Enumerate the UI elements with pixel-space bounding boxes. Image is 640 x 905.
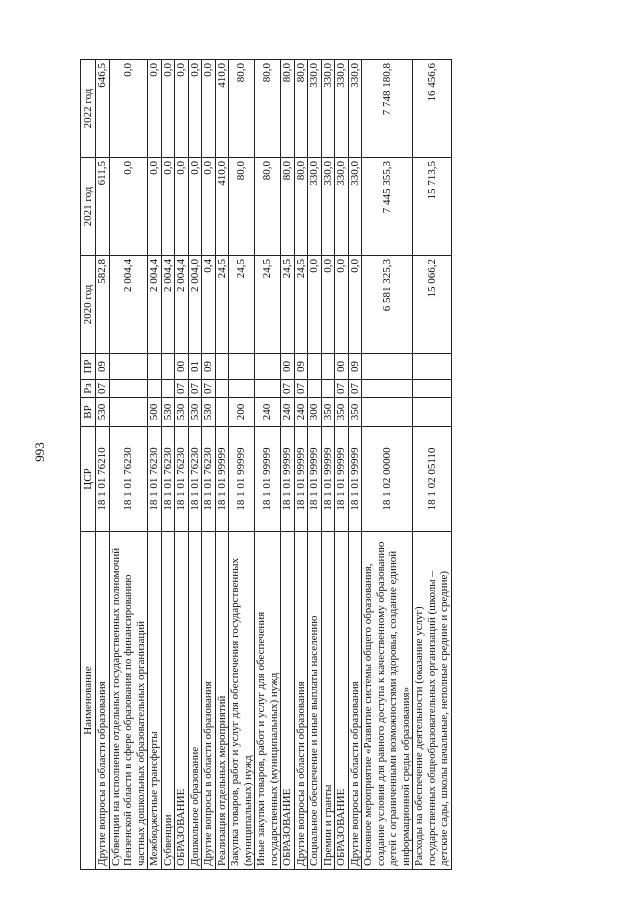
cell-name: ОБРАЗОВАНИЕ	[335, 532, 349, 870]
cell-csr: 18 1 01 99999	[215, 427, 229, 532]
cell-name: Дошкольное образование	[188, 532, 202, 870]
cell-2020: 24,5	[294, 256, 308, 354]
cell-csr: 18 1 01 99999	[348, 427, 362, 532]
cell-name: Закупка товаров, работ и услуг для обеспечения государственных (муниципальных) нужд	[229, 532, 255, 870]
cell-name: Субвенции на исполнение отдельных государственных полномочий Пензенской области в сфере образования по финансированию частных дошкольных образовательных организаций	[109, 532, 148, 870]
cell-2021: 0,0	[188, 158, 202, 256]
cell-2021: 330,0	[308, 158, 322, 256]
cell-pr: 09	[96, 354, 110, 380]
cell-rz	[308, 380, 322, 398]
table-row	[308, 60, 322, 870]
budget-table	[80, 59, 452, 870]
cell-rz: 07	[175, 380, 189, 398]
cell-2022: 80,0	[281, 60, 295, 158]
cell-rz: 07	[281, 380, 295, 398]
cell-2022: 0,0	[148, 60, 162, 158]
table-row	[294, 60, 308, 870]
cell-2020: 2 004,0	[188, 256, 202, 354]
cell-csr: 18 1 01 76230	[202, 427, 216, 532]
cell-pr	[109, 354, 148, 380]
table-row	[215, 60, 229, 870]
cell-2021: 7 445 355,3	[362, 158, 413, 256]
cell-2021: 80,0	[255, 158, 281, 256]
cell-name: Другие вопросы в области образования	[348, 532, 362, 870]
cell-pr: 00	[175, 354, 189, 380]
cell-vr: 200	[229, 398, 255, 427]
cell-csr: 18 1 01 99999	[294, 427, 308, 532]
cell-2021: 0,0	[148, 158, 162, 256]
cell-2021: 0,0	[175, 158, 189, 256]
cell-2020: 2 004,4	[161, 256, 175, 354]
table-row	[202, 60, 216, 870]
cell-2022: 330,0	[335, 60, 349, 158]
table-row	[348, 60, 362, 870]
cell-pr: 09	[348, 354, 362, 380]
cell-name: Социальное обеспечение и иные выплаты населению	[308, 532, 322, 870]
cell-csr: 18 1 01 76230	[109, 427, 148, 532]
cell-name: Субвенции	[161, 532, 175, 870]
table-row	[413, 60, 452, 870]
cell-2020: 15 066,2	[413, 256, 452, 354]
cell-name: Межбюджетные трансферты	[148, 532, 162, 870]
cell-2022: 0,0	[188, 60, 202, 158]
cell-2022: 80,0	[255, 60, 281, 158]
cell-2021: 80,0	[229, 158, 255, 256]
table-row	[175, 60, 189, 870]
cell-2022: 0,0	[175, 60, 189, 158]
cell-2022: 410,0	[215, 60, 229, 158]
cell-csr: 18 1 01 99999	[335, 427, 349, 532]
cell-vr: 530	[96, 398, 110, 427]
cell-csr: 18 1 01 99999	[308, 427, 322, 532]
cell-vr: 530	[202, 398, 216, 427]
cell-2020: 24,5	[229, 256, 255, 354]
table-body	[96, 60, 452, 870]
header-vr: ВР	[81, 398, 96, 427]
cell-pr	[215, 354, 229, 380]
cell-2021: 330,0	[348, 158, 362, 256]
table-row	[188, 60, 202, 870]
cell-csr: 18 1 01 99999	[281, 427, 295, 532]
cell-vr: 240	[281, 398, 295, 427]
table-row	[229, 60, 255, 870]
cell-pr: 00	[335, 354, 349, 380]
cell-csr: 18 1 01 76210	[96, 427, 110, 532]
cell-name: Другие вопросы в области образования	[294, 532, 308, 870]
cell-2020: 0,0	[308, 256, 322, 354]
cell-2022: 330,0	[348, 60, 362, 158]
table-row	[281, 60, 295, 870]
header-rz: Рз	[81, 380, 96, 398]
cell-pr	[362, 354, 413, 380]
cell-csr: 18 1 01 76230	[161, 427, 175, 532]
table-row	[161, 60, 175, 870]
cell-2020: 0,0	[348, 256, 362, 354]
cell-2021: 330,0	[335, 158, 349, 256]
cell-rz	[229, 380, 255, 398]
cell-name: Реализация отдельных мероприятий	[215, 532, 229, 870]
cell-rz	[362, 380, 413, 398]
cell-2022: 16 456,6	[413, 60, 452, 158]
cell-pr	[148, 354, 162, 380]
cell-2022: 0,0	[109, 60, 148, 158]
table-header-row	[81, 60, 96, 870]
cell-2021: 15 713,5	[413, 158, 452, 256]
header-pr: ПР	[81, 354, 96, 380]
cell-name: Другие вопросы в области образования	[96, 532, 110, 870]
cell-rz	[321, 380, 335, 398]
cell-rz: 07	[202, 380, 216, 398]
cell-name: Иные закупки товаров, работ и услуг для обеспечения государственных (муниципальных) нужд	[255, 532, 281, 870]
cell-rz: 07	[294, 380, 308, 398]
cell-rz	[255, 380, 281, 398]
cell-vr: 350	[321, 398, 335, 427]
cell-pr: 09	[294, 354, 308, 380]
cell-pr	[161, 354, 175, 380]
cell-vr	[413, 398, 452, 427]
cell-csr: 18 1 01 99999	[229, 427, 255, 532]
table-row	[96, 60, 110, 870]
cell-2020: 24,5	[255, 256, 281, 354]
table-row	[362, 60, 413, 870]
cell-csr: 18 1 02 00000	[362, 427, 413, 532]
page-number: 993	[32, 442, 47, 462]
cell-2021: 0,0	[161, 158, 175, 256]
cell-2022: 80,0	[229, 60, 255, 158]
table-row	[148, 60, 162, 870]
cell-name: ОБРАЗОВАНИЕ	[281, 532, 295, 870]
cell-2020: 0,0	[335, 256, 349, 354]
header-2020: 2020 год	[81, 256, 96, 354]
cell-2021: 330,0	[321, 158, 335, 256]
cell-pr	[321, 354, 335, 380]
cell-rz	[161, 380, 175, 398]
cell-vr: 350	[335, 398, 349, 427]
header-name: Наименование	[81, 532, 96, 870]
cell-vr: 240	[294, 398, 308, 427]
table-row	[255, 60, 281, 870]
cell-2022: 80,0	[294, 60, 308, 158]
table-row	[109, 60, 148, 870]
cell-vr: 530	[188, 398, 202, 427]
cell-2020: 24,5	[281, 256, 295, 354]
cell-pr: 09	[202, 354, 216, 380]
cell-2020: 0,4	[202, 256, 216, 354]
cell-2020: 6 581 325,3	[362, 256, 413, 354]
cell-rz: 07	[335, 380, 349, 398]
cell-csr: 18 1 01 99999	[321, 427, 335, 532]
cell-rz	[109, 380, 148, 398]
cell-csr: 18 1 01 99999	[255, 427, 281, 532]
cell-2020: 2 004,4	[109, 256, 148, 354]
cell-2022: 330,0	[321, 60, 335, 158]
cell-csr: 18 1 02 05110	[413, 427, 452, 532]
cell-vr: 530	[161, 398, 175, 427]
cell-pr	[413, 354, 452, 380]
cell-name: Расходы на обеспечение деятельности (оказание услуг) государственных общеобразовательных организаций (школы – детские сады, школы начальные, неполные средние и средние)	[413, 532, 452, 870]
cell-2020: 2 004,4	[148, 256, 162, 354]
cell-vr	[215, 398, 229, 427]
cell-2022: 646,5	[96, 60, 110, 158]
cell-2022: 0,0	[202, 60, 216, 158]
cell-2020: 582,8	[96, 256, 110, 354]
header-2022: 2022 год	[81, 60, 96, 158]
rotated-table-container	[80, 60, 600, 870]
cell-rz: 07	[348, 380, 362, 398]
cell-pr	[255, 354, 281, 380]
cell-csr: 18 1 01 76230	[175, 427, 189, 532]
cell-vr: 500	[148, 398, 162, 427]
cell-rz	[413, 380, 452, 398]
table-row	[335, 60, 349, 870]
cell-2021: 80,0	[281, 158, 295, 256]
cell-rz	[215, 380, 229, 398]
cell-2020: 24,5	[215, 256, 229, 354]
cell-rz: 07	[96, 380, 110, 398]
cell-rz: 07	[188, 380, 202, 398]
header-2021: 2021 год	[81, 158, 96, 256]
cell-pr: 01	[188, 354, 202, 380]
cell-vr: 240	[255, 398, 281, 427]
cell-2022: 0,0	[161, 60, 175, 158]
cell-name: Основное мероприятие «Развитие системы общего образования, создание условия для равного доступа к качественному образованию детей с ограниченными возможностями здоровья, создание единой информационной среды образования»	[362, 532, 413, 870]
cell-pr	[308, 354, 322, 380]
cell-name: ОБРАЗОВАНИЕ	[175, 532, 189, 870]
cell-vr	[109, 398, 148, 427]
cell-name: Другие вопросы в области образования	[202, 532, 216, 870]
cell-2021: 410,0	[215, 158, 229, 256]
cell-2021: 80,0	[294, 158, 308, 256]
cell-2021: 0,0	[109, 158, 148, 256]
cell-name: Премии и гранты	[321, 532, 335, 870]
cell-pr: 00	[281, 354, 295, 380]
cell-csr: 18 1 01 76230	[188, 427, 202, 532]
table-row	[321, 60, 335, 870]
cell-2020: 0,0	[321, 256, 335, 354]
cell-2021: 0,0	[202, 158, 216, 256]
cell-pr	[229, 354, 255, 380]
cell-csr: 18 1 01 76230	[148, 427, 162, 532]
cell-rz	[148, 380, 162, 398]
header-csr: ЦСР	[81, 427, 96, 532]
cell-2022: 330,0	[308, 60, 322, 158]
cell-vr: 300	[308, 398, 322, 427]
cell-2020: 2 004,4	[175, 256, 189, 354]
cell-vr: 350	[348, 398, 362, 427]
cell-2021: 611,5	[96, 158, 110, 256]
cell-vr	[362, 398, 413, 427]
cell-2022: 7 748 180,8	[362, 60, 413, 158]
cell-vr: 530	[175, 398, 189, 427]
